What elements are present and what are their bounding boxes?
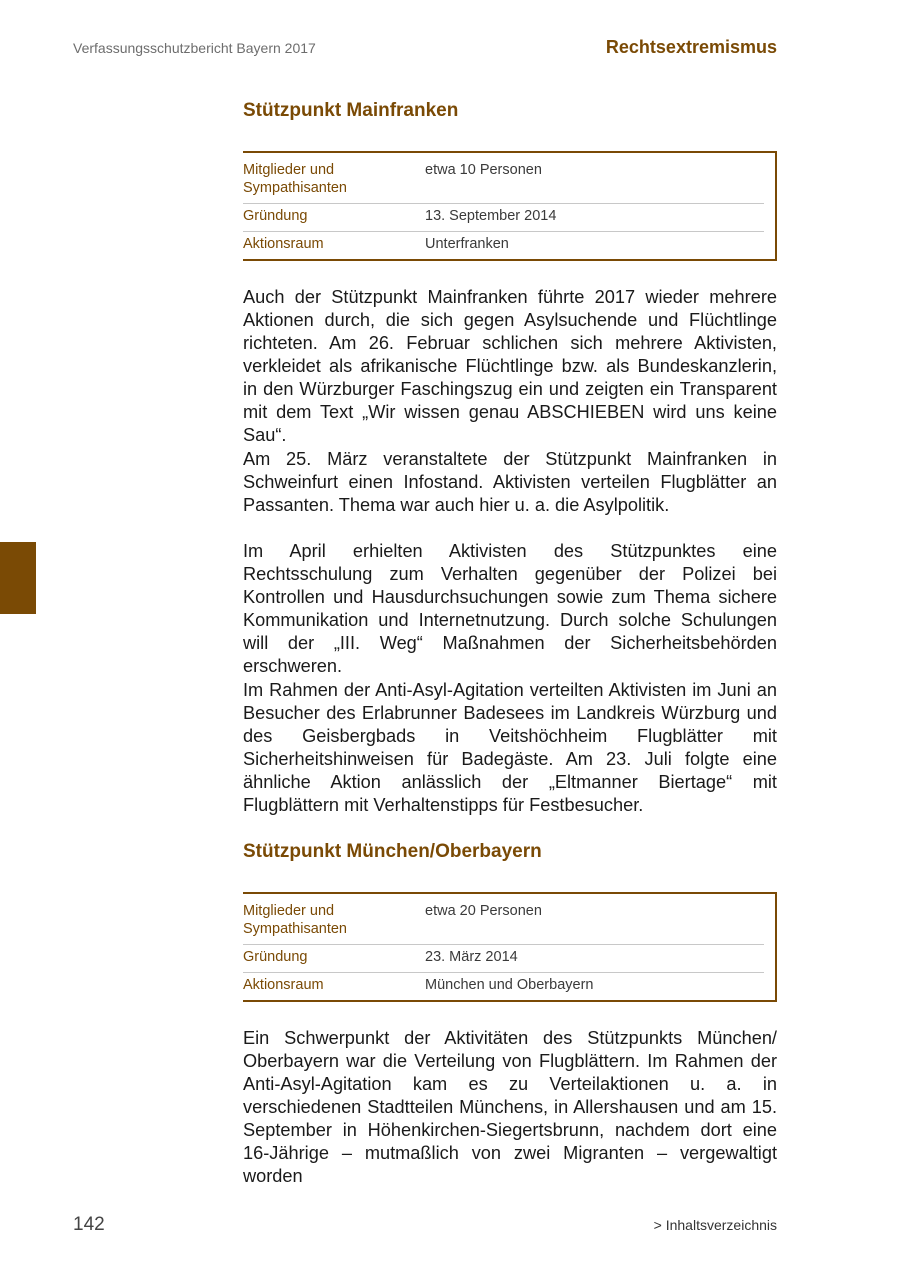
info-row-founding	[243, 945, 764, 973]
info-key: Aktionsraum	[243, 236, 324, 252]
info-box-mainfranken	[243, 151, 777, 261]
info-row-members	[243, 899, 764, 945]
info-value: 23. März 2014	[425, 949, 518, 965]
paragraph-block	[243, 540, 777, 678]
info-value: etwa 20 Personen	[425, 903, 542, 919]
info-box-muenchen	[243, 892, 777, 1002]
section-mainfranken	[243, 100, 777, 122]
report-title: Verfassungsschutzbericht Bayern 2017	[73, 40, 316, 56]
info-box	[243, 151, 777, 261]
paragraph-block	[243, 286, 777, 447]
body-paragraph: Im Rahmen der Anti-Asyl-Agitation verteilten Aktivisten im Juni an Besucher des Erlabrunner Badesees im Landkreis Würzburg und des Geisbergbads in Veitshöchheim Flugblätter mit Sicherheitshinweisen für Badegäste. Am 23. Juli folgte eine ähnliche Aktion anlässlich der „Eltmanner Biertage“ mit Flugblättern mit Verhaltenstipps für Festbesucher.	[243, 680, 777, 815]
info-key: Aktionsraum	[243, 977, 324, 993]
paragraph-block	[243, 679, 777, 817]
body-paragraph: Am 25. März veranstaltete der Stützpunkt Mainfranken in Schweinfurt einen Infostand. Aktivisten verteilen Flugblätter an Passanten. Thema war auch hier u. a. die Asylpolitik.	[243, 449, 777, 515]
info-key: Mitglieder und Sympathisanten	[243, 903, 347, 937]
info-key: Gründung	[243, 949, 308, 965]
section-title: Stützpunkt München/Oberbayern	[243, 841, 542, 862]
info-value: München und Oberbayern	[425, 977, 594, 993]
info-value: 13. September 2014	[425, 208, 557, 224]
info-row-area	[243, 232, 764, 259]
info-key: Mitglieder und Sympathisanten	[243, 162, 347, 196]
chapter-title: Rechtsextremismus	[605, 37, 777, 57]
info-row-area	[243, 973, 764, 1000]
chapter-side-tab	[0, 542, 36, 614]
info-value: etwa 10 Personen	[425, 162, 542, 178]
section-muenchen	[243, 841, 777, 863]
body-paragraph: Im April erhielten Aktivisten des Stützpunktes eine Rechtsschulung zum Verhalten gegenüber der Polizei bei Kontrollen und Hausdurchsuchungen sowie zum Thema sichere Kommunikation und Internetnutzung. Durch solche Schulungen will der „III. Weg“ Maßnahmen der Sicherheitsbehörden erschweren.	[243, 541, 777, 676]
info-box	[243, 892, 777, 1002]
page-number: 142	[73, 1214, 105, 1235]
paragraph-block	[243, 448, 777, 517]
paragraph-block	[243, 1027, 777, 1188]
body-paragraph: Ein Schwerpunkt der Aktivitäten des Stützpunkts München/ Oberbayern war die Verteilung von Flugblättern. Im Rahmen der Anti-Asyl-Agitation kam es zu Verteilaktionen u. a. in verschiedenen Stadtteilen Münchens, in Allershausen und am 15. September in Höhenkirchen-Siegertsbrunn, nachdem dort eine 16-Jährige – mutmaßlich von zwei Migranten – vergewaltigt worden	[243, 1028, 777, 1186]
body-paragraph: Auch der Stützpunkt Mainfranken führte 2017 wieder mehrere Aktionen durch, die sich gegen Asylsuchende und Flüchtlinge richteten. Am 26. Februar schlichen sich mehrere Aktivisten, verkleidet als afrikanische Flüchtlinge bzw. als Bundeskanzlerin, in den Würzburger Faschingszug ein und zeigten ein Transparent mit dem Text „Wir wissen genau ABSCHIEBEN wird uns keine Sau“.	[243, 287, 777, 445]
info-row-members	[243, 158, 764, 204]
toc-link[interactable]: > Inhaltsverzeichnis	[653, 1217, 777, 1233]
info-key: Gründung	[243, 208, 308, 224]
info-value: Unterfranken	[425, 236, 509, 252]
info-row-founding	[243, 204, 764, 232]
section-title: Stützpunkt Mainfranken	[243, 100, 459, 121]
